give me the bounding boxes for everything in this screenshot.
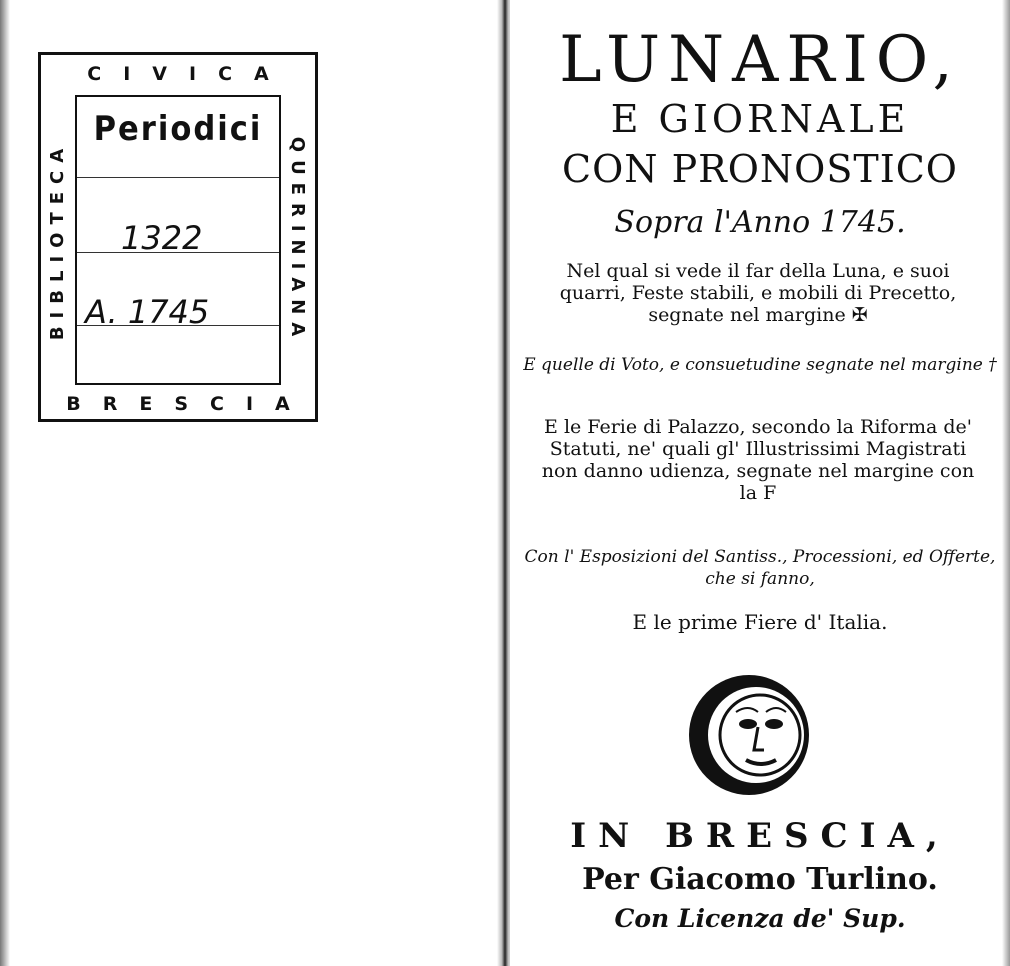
stamp-left-side xyxy=(41,95,75,385)
page-edge-left xyxy=(0,0,10,966)
book-subtitle-2: CON PRONOSTICO xyxy=(562,147,958,191)
description-2: E quelle di Voto, e consuetudine segnate nel margine † xyxy=(523,355,997,375)
book-subtitle-1: E GIORNALE xyxy=(610,97,910,141)
page-edge-right xyxy=(1002,0,1010,966)
shelfmark-year: A. 1745 xyxy=(85,293,210,331)
imprint-printer: Per Giacomo Turlino. xyxy=(582,862,938,897)
year-line: Sopra l'Anno 1745. xyxy=(614,205,906,240)
stamp-label-box xyxy=(75,95,281,385)
description-1: Nel qual si vede il far della Luna, e suoi quarri, Feste stabili, e mobili di Precetto, segnate nel margine ✠ xyxy=(559,260,957,326)
stamp-label: Periodici xyxy=(93,109,263,149)
stamp-bottom-text: BRESCIA xyxy=(66,393,312,415)
library-stamp xyxy=(38,52,318,422)
stamp-top-text: CIVICA xyxy=(87,63,291,85)
moon-face-icon xyxy=(686,672,812,798)
description-4: Con l' Esposizioni del Santiss., Processioni, ed Offerte, che si fanno, xyxy=(524,547,996,589)
shelfmark-number: 1322 xyxy=(121,219,203,257)
book-title: LUNARIO, xyxy=(559,23,961,97)
stamp-left-text: BIBLIOTECA xyxy=(47,140,69,340)
title-page xyxy=(510,0,1010,966)
imprint-city: IN BRESCIA, xyxy=(570,816,950,856)
fiere-line: E le prime Fiere d' Italia. xyxy=(632,610,888,634)
stamp-right-text: QUERINIANA xyxy=(287,136,309,344)
description-3: E le Ferie di Palazzo, secondo la Riforma de' Statuti, ne' quali gl' Illustrissimi Magistrati non danno udienza, segnate nel margine con la F xyxy=(541,416,975,504)
imprint-license: Con Licenza de' Sup. xyxy=(614,904,906,933)
stamp-right-side xyxy=(281,95,315,385)
stamp-rule xyxy=(77,177,279,178)
